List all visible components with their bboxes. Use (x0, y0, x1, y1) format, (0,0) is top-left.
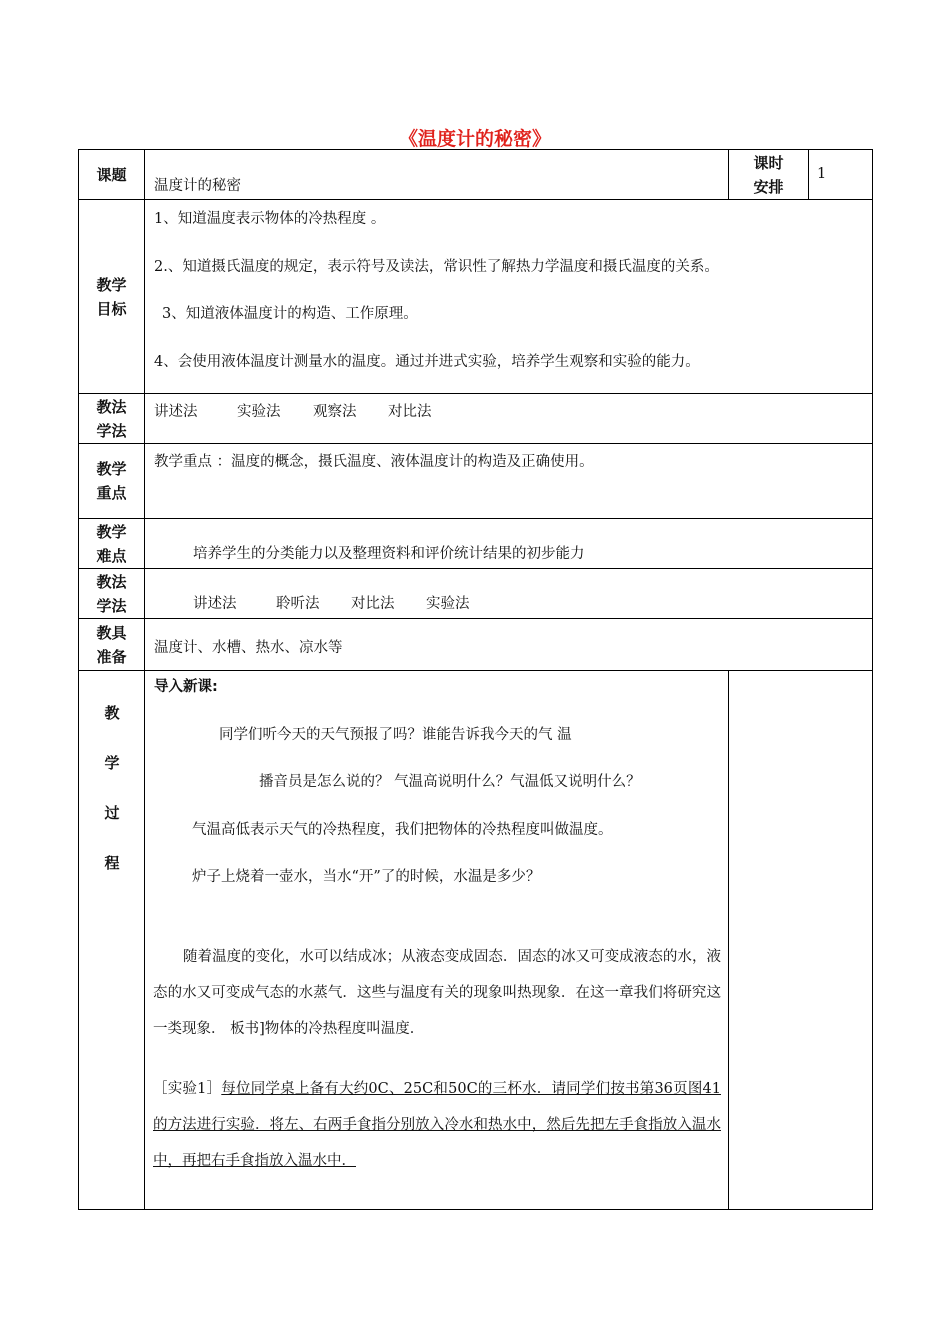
process-line-4: 炉子上烧着一壶水，当水“开”了的时候，水温是多少？ (192, 869, 541, 885)
equipment-label-1: 教具 (96, 623, 127, 642)
methods1-label-1: 教法 (96, 397, 127, 416)
experiment-prefix: ［实验1］ (153, 1081, 222, 1097)
process-label-cell (79, 671, 145, 1210)
goal-item-1: 1、知道温度表示物体的冷热程度 。 (154, 211, 386, 227)
methods2-item: 聆听法 (276, 596, 320, 612)
process-line-3: 气温高低表示天气的冷热程度，我们把物体的冷热程度叫做温度。 (192, 822, 613, 838)
equipment-label-cell (79, 619, 145, 671)
subject-label: 课题 (96, 165, 127, 184)
methods2-label-cell (79, 569, 145, 619)
goals-content-cell (145, 200, 873, 394)
keypoints-value: 教学重点 ：温度的概念，摄氏温度、液体温度计的构造及正确使用。 (154, 454, 594, 470)
methods2-item: 讲述法 (193, 596, 237, 612)
process-paragraph-1-text: 随着温度的变化，水可以结成冰；从液态变成固态．固态的冰又可变成液态的水，液态的水又可变成气态的水蒸气．这些与温度有关的现象叫热现象．在这一章我们将研究这一类现象． 板书]物体的冷热程度叫温度． (153, 949, 721, 1037)
hours-label-2: 安排 (753, 177, 784, 196)
hours-label-cell (729, 150, 809, 200)
goals-label-2: 目标 (96, 299, 127, 318)
methods2-label-2: 学法 (96, 596, 127, 615)
goal-item-4: 4、会使用液体温度计测量水的温度。通过并进式实验，培养学生观察和实验的能力。 (154, 354, 700, 370)
process-paragraph-2 (153, 1071, 721, 1179)
difficulties-label-cell (79, 519, 145, 569)
document-title: 《温度计的秘密》 (398, 128, 551, 150)
keypoints-label-cell (79, 444, 145, 519)
methods1-label-cell (79, 394, 145, 444)
methods1-item: 讲述法 (154, 404, 198, 420)
equipment-value: 温度计、水槽、热水、凉水等 (154, 640, 343, 656)
process-label-char: 程 (104, 854, 120, 872)
difficulties-value: 培养学生的分类能力以及整理资料和评价统计结果的初步能力 (193, 546, 585, 562)
methods1-item: 观察法 (313, 404, 357, 420)
goals-label-cell (79, 200, 145, 394)
methods2-item: 实验法 (426, 596, 470, 612)
lesson-plan-table (78, 149, 873, 1210)
methods1-item: 对比法 (388, 404, 432, 420)
methods2-content-cell (145, 569, 873, 619)
equipment-label-2: 准备 (96, 647, 127, 666)
equipment-content-cell (145, 619, 873, 671)
process-label-char: 教 (104, 704, 120, 722)
goal-item-3: 3、知道液体温度计的构造、工作原理。 (162, 306, 418, 322)
process-line-1: 同学们听今天的天气预报了吗？谁能告诉我今天的气 温 (219, 727, 572, 743)
process-notes-cell (729, 671, 873, 1210)
goals-label-1: 教学 (96, 275, 127, 294)
keypoints-label-1: 教学 (96, 460, 127, 478)
methods2-item: 对比法 (351, 596, 395, 612)
experiment-text: 每位同学桌上备有大约0C、25C和50C的三杯水．请同学们按书第36页图41的方法进行实验．将左、右两手食指分别放入冷水和热水中，然后先把左手食指放入温水中，再把右手食指放入温水中． (153, 1081, 721, 1169)
process-paragraph-1 (153, 939, 721, 1047)
process-label-char: 过 (104, 804, 120, 822)
methods2-label-1: 教法 (96, 572, 127, 591)
methods1-content-cell (145, 394, 873, 444)
hours-value: 1 (817, 166, 827, 182)
hours-label-1: 课时 (753, 153, 784, 172)
methods1-item: 实验法 (237, 404, 281, 420)
intro-heading: 导入新课: (154, 679, 218, 695)
process-label-char: 学 (104, 754, 120, 772)
subject-value: 温度计的秘密 (154, 178, 241, 194)
subject-label-cell (79, 150, 145, 200)
keypoints-label-2: 重点 (96, 484, 127, 502)
keypoints-content-cell (145, 444, 873, 519)
subject-value-cell (145, 150, 729, 200)
goal-item-2: 2.、知道摄氏温度的规定，表示符号及读法，常识性了解热力学温度和摄氏温度的关系。 (154, 259, 719, 275)
hours-value-cell (809, 150, 873, 200)
process-line-2: 播音员是怎么说的？ 气温高说明什么？气温低又说明什么？ (259, 774, 641, 790)
difficulties-label-2: 难点 (96, 546, 127, 565)
difficulties-content-cell (145, 519, 873, 569)
methods1-label-2: 学法 (96, 421, 127, 440)
difficulties-label-1: 教学 (96, 522, 127, 541)
